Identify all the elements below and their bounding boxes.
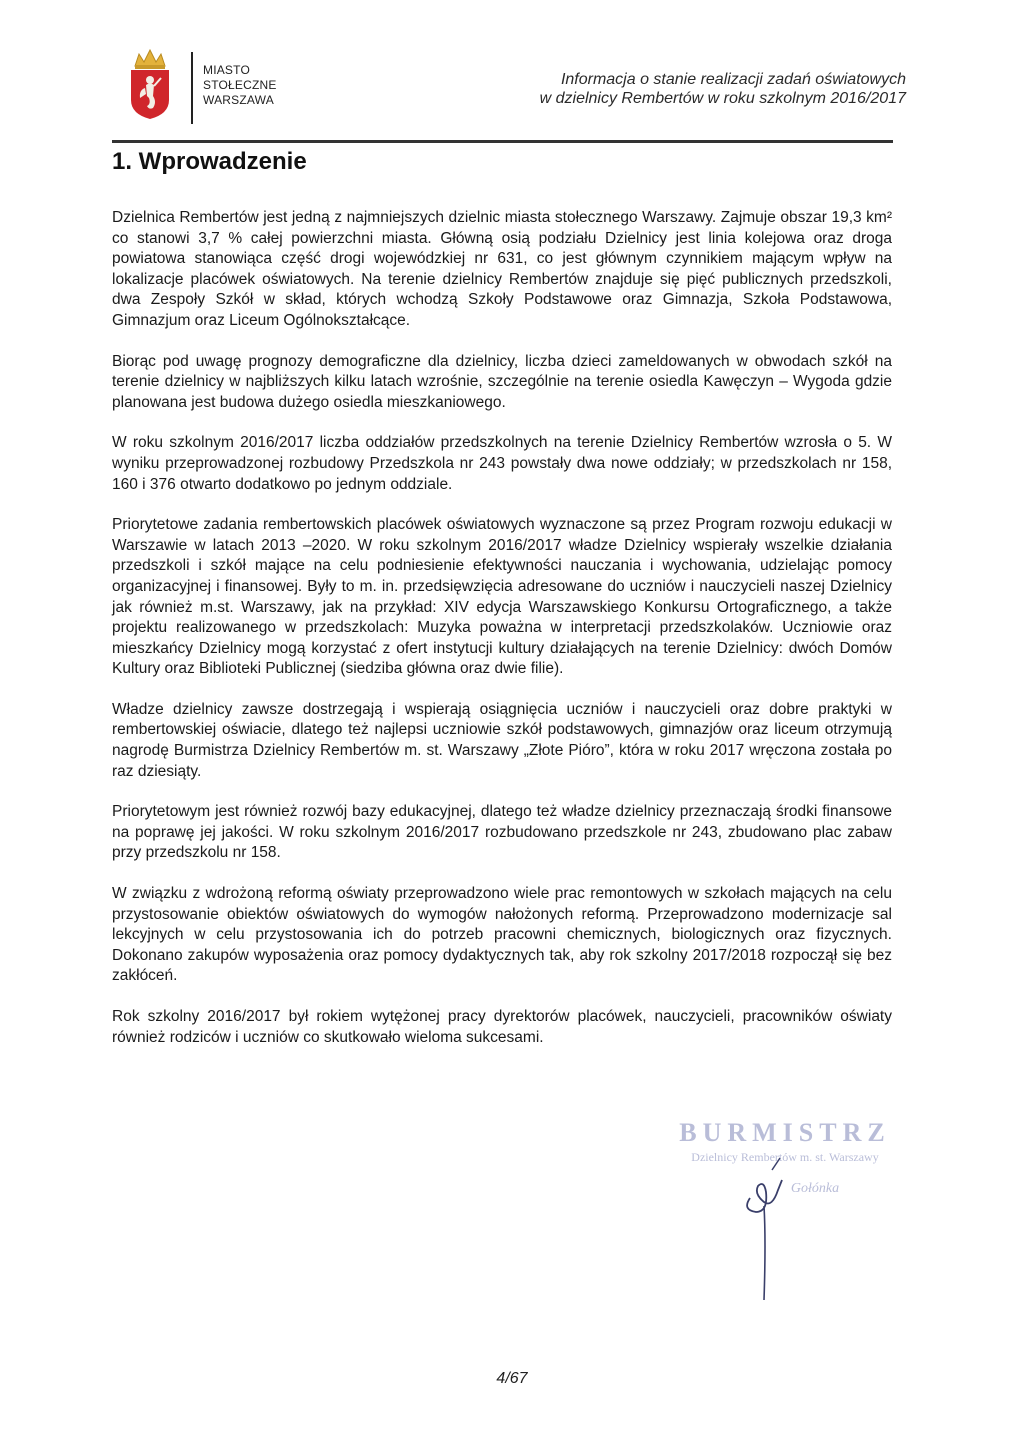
report-title [540,70,906,108]
paragraph: Dzielnica Rembertów jest jedną z najmniejszych dzielnic miasta stołecznego Warszawy. Zajmuje obszar 19,3 km² co stanowi 3,7 % całej powierzchni miasta. Główną osią podziału Dzielnicy jest linia kolejowa oraz droga powiatowa stanowiąca część drogi wojewódzkiej nr 631, co jest głównym czynnikiem mającym wpływ na lokalizacje placówek oświatowych. Na terenie dzielnicy Rembertów znajduje się pięć publicznych przedszkoli, dwa Zespoły Szkół w skład, których wchodzą Szkoły Podstawowe oraz Gimnazja, Szkoła Podstawowa, Gimnazjum oraz Liceum Ogólnokształcące. [112,209,892,329]
signature-icon [720,1150,820,1310]
report-title-line1: Informacja o stanie realizacji zadań oświatowych [560,71,906,88]
paragraph: Priorytetowym jest również rozwój bazy edukacyjnej, dlatego też władze dzielnicy przeznaczają środki finansowe na poprawę jej jakości. W roku szkolnym 2016/2017 rozbudowano przedszkole nr 243, zbudowano plac zabaw przy przedszkolu nr 158. [112,803,892,862]
city-name [203,63,277,108]
paragraph: Rok szkolny 2016/2017 był rokiem wytężonej pracy dyrektorów placówek, nauczycieli, pracowników oświaty również rodziców i uczniów co skutkowało wieloma sukcesami. [112,1008,892,1046]
city-name-line3: WARSZAWA [203,93,274,107]
paragraph: W związku z wdrożoną reformą oświaty przeprowadzono wiele prac remontowych w szkołach mających na celu przystosowanie obiektów oświatowych do wymogów nałożonych reformą. Przeprowadzono modernizacje sal lekcyjnych w celu przystosowania ich do potrzeb pracowni chemicznych, biologicznych oraz fizycznych. Dokonano zakupów wyposażenia oraz pomocy dydaktycznych tak, aby rok szkolny 2017/2018 rozpoczął się bez zakłóceń. [112,885,892,985]
page-number: 4/67 [496,1370,528,1387]
paragraph: Priorytetowe zadania rembertowskich placówek oświatowych wyznaczone są przez Program rozwoju edukacji w Warszawie w latach 2013 –2020. W roku szkolnym 2016/2017 władze Dzielnicy wspierały wszelkie działania przedszkoli i szkół mające na celu podniesienie efektywności nauczania i wychowania, udzielając pomocy organizacyjnej i finansowej. Były to m. in. przedsięwzięcia adresowane do uczniów i nauczycieli naszej Dzielnicy jak również m.st. Warszawy, jak na przykład: XIV edycja Warszawskiego Konkursu Ortograficznego, a także projektu realizowanego w przedszkolach: Muzyka poważna w interpretacji przedszkolaków. Uczniowie oraz mieszkańcy Dzielnicy mogą korzystać z ofert instytucji kultury działających na terenie Dzielnicy: dwóch Domów Kultury oraz Biblioteki Publicznej (siedziba główna oraz dwie filie). [112,516,892,678]
city-name-line2: STOŁECZNE [203,78,277,92]
body-text [112,208,892,1068]
paragraph: Biorąc pod uwagę prognozy demograficzne dla dzielnicy, liczba dzieci zameldowanych w obwodach szkół na terenie dzielnicy w najbliższych kilku latach wzrośnie, szczególnie na terenie osiedla Kawęczyn – Wygoda gdzie planowana jest budowa dużego osiedla mieszkaniowego. [112,352,892,411]
paragraph: Władze dzielnicy zawsze dostrzegają i wspierają osiągnięcia uczniów i nauczycieli oraz dobre praktyki w rembertowskiej oświacie, dlatego też najlepsi uczniowie szkół podstawowych, gimnazjów oraz liceum otrzymują nagrodę Burmistrza Dzielnicy Rembertów m. st. Warszawy „Złote Pióro”, która w roku 2017 wręczona została po raz dziesiąty. [112,700,892,780]
report-title-line2: w dzielnicy Rembertów w roku szkolnym 2016/2017 [539,90,906,107]
logo-divider [191,52,193,124]
warsaw-crest-icon [127,48,173,120]
stamp-title: BURMISTRZ [679,1118,891,1147]
header-rule [112,140,893,143]
city-name-line1: MIASTO [203,63,250,77]
stamp-name: Gołónka [790,1181,840,1196]
stamp-subtitle: Dzielnicy Rembertów m. st. Warszawy [691,1150,879,1164]
section-heading: 1. Wprowadzenie [112,148,307,175]
paragraph: W roku szkolnym 2016/2017 liczba oddziałów przedszkolnych na terenie Dzielnicy Rembertów wzrosła o 5. W wyniku przeprowadzonej rozbudowy Przedszkola nr 243 powstały dwa nowe oddziały; w przedszkolach nr 158, 160 i 376 otwarto dodatkowo po jednym oddziale. [112,434,892,493]
